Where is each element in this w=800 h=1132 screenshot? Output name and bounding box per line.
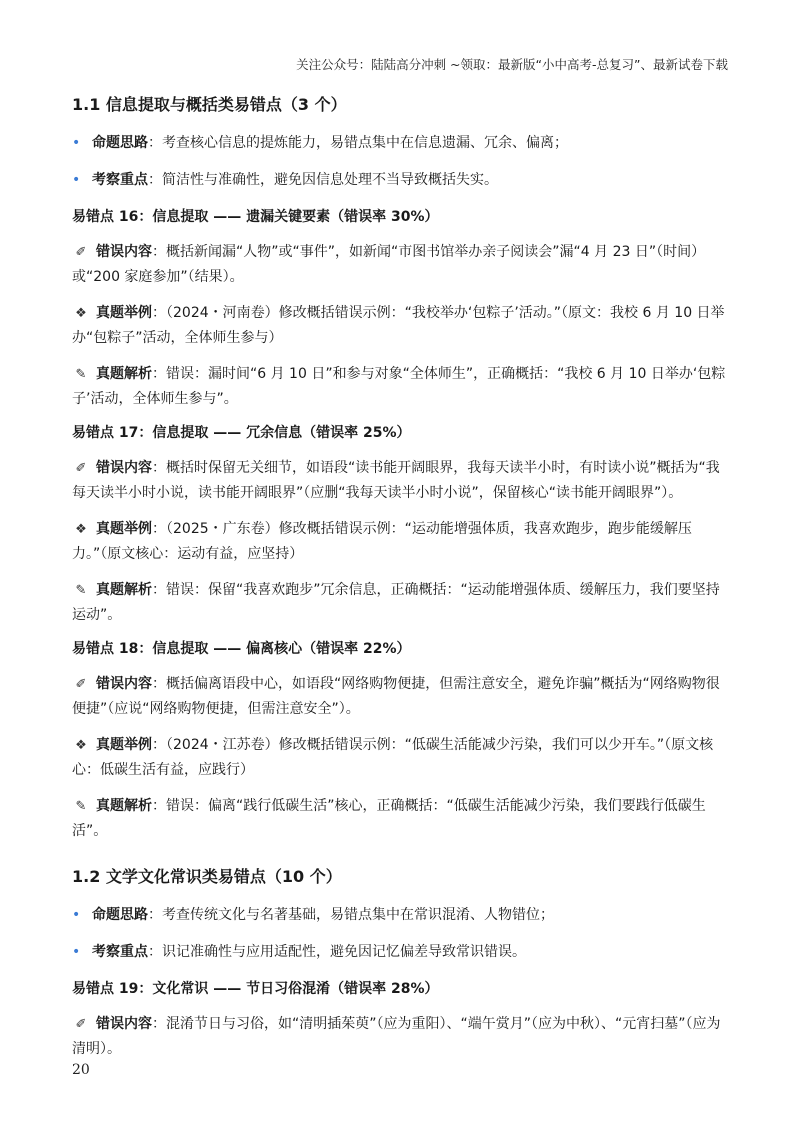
error-content — [72, 1012, 732, 1062]
section-title: 1.2 文学文化常识类易错点（10 个） — [72, 867, 342, 886]
bullet-dot-icon: • — [72, 172, 81, 188]
entry-text: ：错误：保留“我喜欢跑步”冗余信息，正确概括：“运动能增强体质、缓解压力，我们要坚持运动”。 — [72, 582, 720, 623]
error-point-heading: 易错点 16：信息提取 —— 遗漏关键要素（错误率 30%） — [72, 209, 439, 225]
entry-label: 真题举例 — [96, 737, 152, 753]
entry-text: ：（2024・江苏卷）修改概括错误示例：“低碳生活能减少污染，我们可以少开车。”（原文核心：低碳生活有益，应践行） — [72, 737, 714, 778]
diamond-icon: ❖ — [75, 738, 87, 753]
exam-example — [72, 301, 732, 351]
page-number: 20 — [72, 1062, 90, 1078]
exam-example — [72, 733, 732, 783]
error-content — [72, 672, 732, 722]
bullet-label: 考察重点 — [92, 944, 148, 960]
entry-label: 错误内容 — [96, 460, 152, 476]
entry-text: ：错误：偏离“践行低碳生活”核心，正确概括：“低碳生活能减少污染，我们要践行低碳生活”。 — [72, 798, 706, 839]
entry-label: 真题解析 — [96, 366, 152, 382]
bullet-text: ：考查传统文化与名著基础，易错点集中在常识混淆、人物错位； — [148, 907, 554, 923]
bullet-dot-icon: • — [72, 135, 81, 151]
bullet-item — [72, 170, 732, 190]
page-header: 关注公众号：陆陆高分冲刺 ~领取：最新版“小中高考-总复习”、最新试卷下载 — [296, 57, 728, 72]
exam-analysis — [72, 794, 732, 844]
bullet-dot-icon: • — [72, 907, 81, 923]
bullet-item — [72, 942, 732, 962]
pen-icon: ✎ — [75, 583, 87, 598]
bullet-text: ：简洁性与准确性，避免因信息处理不当导致概括失实。 — [148, 172, 498, 188]
entry-label: 错误内容 — [96, 1016, 152, 1032]
pencil-icon: ✐ — [75, 677, 87, 692]
entry-label: 真题举例 — [96, 521, 152, 537]
entry-text: ：（2025・广东卷）修改概括错误示例：“运动能增强体质，我喜欢跑步，跑步能缓解压力。”（原文核心：运动有益，应坚持） — [72, 521, 692, 562]
pencil-icon: ✐ — [75, 245, 87, 260]
error-point-heading: 易错点 17：信息提取 —— 冗余信息（错误率 25%） — [72, 425, 411, 441]
entry-text: ：概括时保留无关细节，如语段“读书能开阔眼界，我每天读半小时，有时读小说”概括为“我每天读半小时小说，读书能开阔眼界”（应删“我每天读半小时小说”，保留核心“读书能开阔眼界”）。 — [72, 460, 720, 501]
entry-label: 错误内容 — [96, 244, 152, 260]
bullet-text: ：识记准确性与应用适配性，避免因记忆偏差导致常识错误。 — [148, 944, 526, 960]
entry-label: 真题解析 — [96, 582, 152, 598]
entry-text: ：概括新闻漏“人物”或“事件”，如新闻“市图书馆举办亲子阅读会”漏“4 月 23 日”（时间）或“200 家庭参加”（结果）。 — [72, 244, 706, 285]
bullet-label: 考察重点 — [92, 172, 148, 188]
bullet-label: 命题思路 — [92, 135, 148, 151]
bullet-label: 命题思路 — [92, 907, 148, 923]
error-content — [72, 240, 732, 290]
pen-icon: ✎ — [75, 799, 87, 814]
entry-text: ：错误：漏时间“6 月 10 日”和参与对象“全体师生”，正确概括：“我校 6 月 10 日举办‘包粽子’活动，全体师生参与”。 — [72, 366, 726, 407]
exam-example — [72, 517, 732, 567]
bullet-item — [72, 905, 732, 925]
error-point-heading: 易错点 18：信息提取 —— 偏离核心（错误率 22%） — [72, 641, 411, 657]
entry-text: ：（2024・河南卷）修改概括错误示例：“我校举办‘包粽子’活动。”（原文：我校 6 月 10 日举办“包粽子”活动，全体师生参与） — [72, 305, 725, 346]
bullet-dot-icon: • — [72, 944, 81, 960]
exam-analysis — [72, 578, 732, 628]
pencil-icon: ✐ — [75, 1017, 87, 1032]
section-title: 1.1 信息提取与概括类易错点（3 个） — [72, 95, 347, 114]
bullet-item — [72, 133, 732, 153]
error-point-heading: 易错点 19：文化常识 —— 节日习俗混淆（错误率 28%） — [72, 981, 439, 997]
diamond-icon: ❖ — [75, 522, 87, 537]
page-content — [72, 94, 732, 1073]
error-content — [72, 456, 732, 506]
entry-label: 真题举例 — [96, 305, 152, 321]
bullet-text: ：考查核心信息的提炼能力，易错点集中在信息遗漏、冗余、偏离； — [148, 135, 568, 151]
entry-label: 错误内容 — [96, 676, 152, 692]
exam-analysis — [72, 362, 732, 412]
entry-label: 真题解析 — [96, 798, 152, 814]
pen-icon: ✎ — [75, 367, 87, 382]
pencil-icon: ✐ — [75, 461, 87, 476]
entry-text: ：混淆节日与习俗，如“清明插茱萸”（应为重阳）、“端午赏月”（应为中秋）、“元宵扫墓”（应为清明）。 — [72, 1016, 721, 1057]
diamond-icon: ❖ — [75, 306, 87, 321]
entry-text: ：概括偏离语段中心，如语段“网络购物便捷，但需注意安全，避免诈骗”概括为“网络购物很便捷”（应说“网络购物便捷，但需注意安全”）。 — [72, 676, 720, 717]
